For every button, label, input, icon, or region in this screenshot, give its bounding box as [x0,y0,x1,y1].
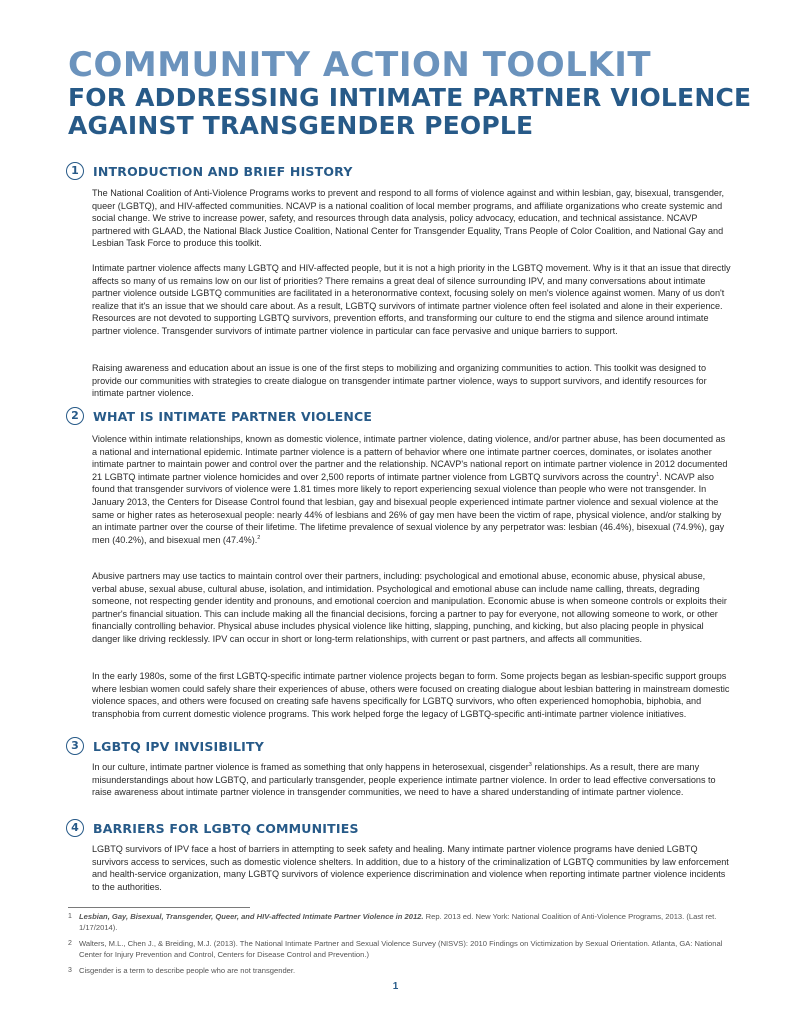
document-subtitle [68,84,751,140]
footnote-text [79,938,723,960]
section-title: LGBTQ IPV INVISIBILITY [93,738,264,754]
footnote-body: Cisgender is a term to describe people who are not transgender. [79,966,296,975]
paragraph [92,433,732,546]
footnote-body: Walters, M.L., Chen J., & Breiding, M.J. (2013). The National Intimate Partner and Sexual Violence Survey (NISVS): 2010 Findings on Victimization by Sexual Orientation. Atlanta, GA: National Center for Injury Prevention and Control, Centers for Disease Control and Prevention.) [79,939,723,960]
footnote-ref: 3 [528,761,532,768]
footnote-number: 3 [68,967,72,974]
section-2-heading [66,406,372,426]
paragraph [92,761,732,799]
section-3-heading [66,736,264,756]
paragraph-text: In our culture, intimate partner violence is framed as something that only happens in heterosexual, cisgender [92,762,529,772]
footnote-ref: 1 [656,471,660,478]
footnote [68,911,723,933]
paragraph: In the early 1980s, some of the first LGBTQ-specific intimate partner violence projects began to form. Some projects began as lesbian-specific support groups where lesbian women could safely share their experiences of abuse, others were focused on creating dialogue about lesbian battering in mainstream domestic violence spaces, and others were focused on creating safe havens specifically for LGBTQ survivors, who often experienced homophobia, biphobia, and transphobia from current domestic violence programs. This work helped forge the legacy of LGBTQ-specific anti-intimate partner violence initiatives. [92,671,730,719]
paragraph: LGBTQ survivors of IPV face a host of barriers in attempting to seek safety and healing. Many intimate partner violence programs have denied LGBTQ survivors access to services, such as domestic violence shelters. In addition, due to a history of the criminalization of LGBTQ communities by law enforcement and health-service organization, many LGBTQ survivors of violence experience discrimination and violence when reporting intimate partner violence incidents to the authorities. [92,844,729,892]
footnote [68,938,723,960]
footnote-body: Rep. 2013 ed. New York: National Coalition of Anti-Violence Programs, 2013. (Last ret. 1/17/2014). [79,912,717,933]
section-1-heading [66,161,353,181]
paragraph-text: . NCAVP also found that transgender survivors of violence were 1.81 times more likely to report experiencing sexual violence than people who were not transgender. In January 2013, the Centers for Disease Control found that lesbian, gay and bisexual people experienced intimate partner violence and sexual violence at the same or higher rates as heterosexual people: nearly 44% of lesbians and 26% of gay men have been the victim of rape, physical violence, and/or stalking by an intimate partner over the course of their lifetime. The lifetime prevalence of sexual violence by any perpetrator was: lesbian (46.4%), bisexual (74.9%), gay men (40.2%), and bisexual men (47.4%). [92,471,725,545]
section-4-heading [66,818,359,838]
footnote-number: 2 [68,940,72,947]
footnote-divider [68,907,250,908]
section-title: INTRODUCTION AND BRIEF HISTORY [93,163,353,179]
paragraph: Abusive partners may use tactics to maintain control over their partners, including: psychological and emotional abuse, economic abuse, physical abuse, verbal abuse, sexual abuse, cultural abuse, isolation, and intimidation. Psychological and emotional abuse can include name calling, threats, degrading someone, not respecting gender identity and pronouns, and emotional coercion and manipulation. Economic abuse is when someone controls or exploits their partner's financial situation. This can include making all the financial decisions, forcing a partner to pay for everyone, not allowing someone to work, or other financially controlling behavior. Physical abuse includes physical violence like hitting, slapping, punching, and kicking, but also placing people in physical danger like driving recklessly. IPV can occur in short or long-term relationships, with current or past partners, and affects all communities. [92,571,727,644]
section-number-badge: 4 [66,819,84,837]
section-number-badge: 3 [66,737,84,755]
footnote-number: 1 [68,913,72,920]
paragraph: Raising awareness and education about an issue is one of the first steps to mobilizing and organizing communities to action. This toolkit was designed to provide our communities with strategies to create dialogue on transgender intimate partner violence, ways to support survivors, and identify resources for intimate partner violence. [92,363,707,399]
page-number: 1 [392,981,399,992]
section-number-badge: 1 [66,162,84,180]
document-title: COMMUNITY ACTION TOOLKIT [68,45,652,85]
section-number-badge: 2 [66,407,84,425]
subtitle-line-2: AGAINST TRANSGENDER PEOPLE [68,111,534,140]
paragraph-text: Violence within intimate relationships, known as domestic violence, intimate partner violence, dating violence, and/or partner abuse, has been documented as a national and international epidemic. Intimate partner violence is a pattern of behavior where one intimate partner coerces, dominates, or isolates another intimate partner to maintain power and control over the partner and the relationship. NCAVP's national report on intimate partner violence in 2012 documented 21 LGBTQ intimate partner violence homicides and over 2,500 reports of intimate partner violence from LGBTQ survivors across the country [92,434,728,482]
footnote-text [79,911,723,933]
footnote [68,965,723,976]
footnote-text [79,965,295,976]
paragraph: Intimate partner violence affects many LGBTQ and HIV-affected people, but it is not a high priority in the LGBTQ movement. Why is it that an issue that directly affects so many of us remains low on our list of priorities? There remains a great deal of silence surrounding IPV, and many conversations about intimate partner violence outside LGBTQ communities are facilitated in a heteronormative context, focusing solely on men's violence against women. Many of us don't realize that it's an issue that we should care about. As a result, LGBTQ survivors of intimate partner violence often feel isolated and alone in their experience. Resources are not devoted to supporting LGBTQ survivors, prevention efforts, and transforming our culture to end the stigma and silence around intimate partner violence. Transgender survivors of intimate partner violence in particular can face pervasive and unique barriers to support. [92,263,731,336]
section-title: BARRIERS FOR LGBTQ COMMUNITIES [93,820,359,836]
section-title: WHAT IS INTIMATE PARTNER VIOLENCE [93,408,373,424]
footnote-ref: 2 [257,534,261,541]
footnote-title: Lesbian, Gay, Bisexual, Transgender, Queer, and HIV-affected Intimate Partner Violence in 2012. [79,912,424,921]
paragraph: The National Coalition of Anti-Violence Programs works to prevent and respond to all forms of violence against and within lesbian, gay, bisexual, transgender, queer (LGBTQ), and HIV-affected communities. NCAVP is a national coalition of local member programs, and affiliate organizations who create systemic and social change. We strive to increase power, safety, and resources through data analysis, policy advocacy, education, and technical assistance. NCAVP partnered with GLAAD, the National Black Justice Coalition, National Center for Transgender Equality, Trans People of Color Coalition, and National Gay and Lesbian Task Force to produce this toolkit. [92,188,725,249]
paragraph-text: relationships. As a result, there are many misunderstandings about how LGBTQ, and particularly transgender, people experience intimate partner violence. In order to lead effective conversations to raise awareness about intimate partner violence in transgender communities, we need to have a shared understanding of intimate partner violence. [92,762,716,798]
subtitle-line-1: FOR ADDRESSING INTIMATE PARTNER VIOLENCE [68,83,752,112]
